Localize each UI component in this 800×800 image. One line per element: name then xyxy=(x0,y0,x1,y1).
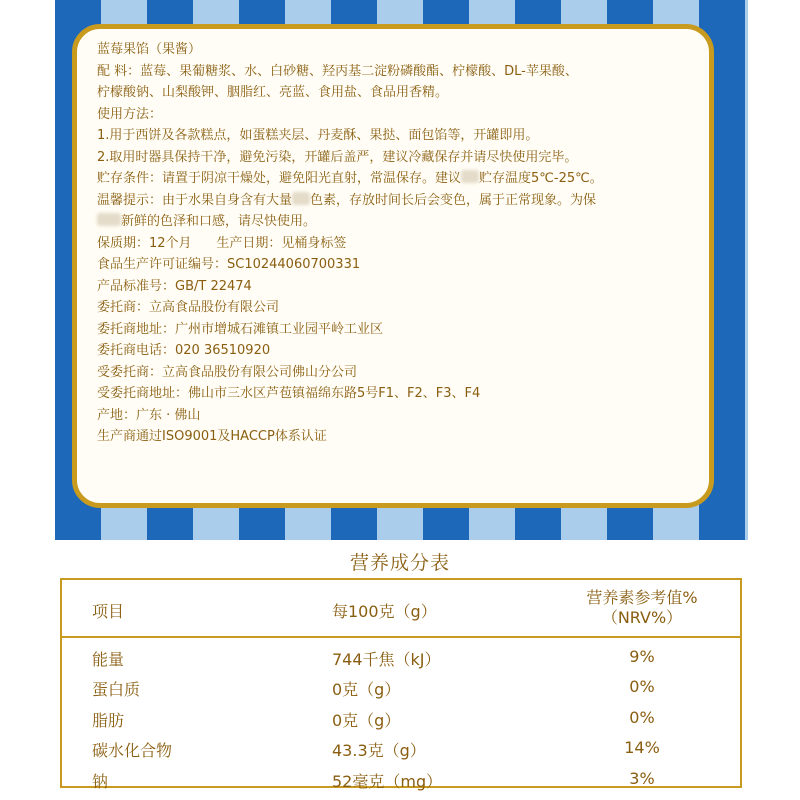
row-nrv: 14% xyxy=(624,738,660,758)
ingredients-line-2: 柠檬酸钠、山梨酸钾、胭脂红、亮蓝、食用盐、食品用香精。 xyxy=(97,85,449,100)
table-row xyxy=(62,733,740,763)
header-per100: 每100克（g） xyxy=(332,602,437,621)
row-item: 碳水化合物 xyxy=(92,741,173,761)
nutrition-header-row xyxy=(62,580,740,638)
entrusting-phone: 委托商电话：020 36510920 xyxy=(97,343,271,358)
row-item: 钠 xyxy=(92,771,109,791)
blurred-text xyxy=(97,213,121,226)
table-row xyxy=(62,703,740,733)
row-nrv: 9% xyxy=(629,647,655,666)
row-per100: 43.3克（g） xyxy=(332,741,426,761)
origin: 产地：广东 · 佛山 xyxy=(97,407,201,423)
entrusted-party: 受委托商：立高食品股份有限公司佛山分公司 xyxy=(97,364,358,380)
header-nrv-line-2: （NRV%） xyxy=(601,608,683,627)
certification: 生产商通过ISO9001及HACCP体系认证 xyxy=(97,429,327,444)
tip-text-b: 色素，存放时间长后会变色，属于正常现象。为保 xyxy=(310,192,597,208)
entrusting-party: 委托商：立高食品股份有限公司 xyxy=(97,300,280,315)
usage-heading: 使用方法： xyxy=(97,106,163,122)
tip-line-1 xyxy=(97,190,693,212)
usage-item-2: 2.取用时器具保持干净，避免污染，开罐后盖严，建议冷藏保存并请尽快使用完毕。 xyxy=(97,149,578,165)
storage-text-a: 贮存条件：请置于阴凉干燥处，避免阳光直射，常温保存。建议 xyxy=(97,171,462,186)
row-item: 蛋白质 xyxy=(92,680,141,700)
entrusting-address: 委托商地址：广州市增城石滩镇工业园平岭工业区 xyxy=(97,321,384,337)
header-nrv-line-1: 营养素参考值% xyxy=(586,588,698,607)
entrusted-address: 受委托商地址：佛山市三水区芦苞镇福绵东路5号F1、F2、F3、F4 xyxy=(97,386,481,401)
table-row xyxy=(62,672,740,702)
blurred-text xyxy=(461,170,479,183)
ingredients-line-1: 配 料：蓝莓、果葡糖浆、水、白砂糖、羟丙基二淀粉磷酸酯、柠檬酸、DL-苹果酸、 xyxy=(97,63,578,79)
row-nrv: 3% xyxy=(629,768,655,788)
blurred-text xyxy=(292,192,310,205)
row-item: 脂肪 xyxy=(92,710,125,730)
row-per100: 0克（g） xyxy=(332,710,401,730)
row-per100: 0克（g） xyxy=(332,680,401,700)
product-name: 蓝莓果馅（果酱） xyxy=(97,42,202,57)
row-per100: 744千焦（kJ） xyxy=(332,650,441,669)
label-card xyxy=(72,24,714,508)
row-item: 能量 xyxy=(92,650,125,669)
header-nrv xyxy=(562,588,722,628)
usage-item-1: 1.用于西饼及各款糕点，如蛋糕夹层、丹麦酥、果挞、面包馅等，开罐即用。 xyxy=(97,128,539,143)
storage-conditions xyxy=(97,168,693,190)
product-standard: 产品标准号：GB/T 22474 xyxy=(97,278,252,294)
tip-text-a: 温馨提示：由于水果自身含有大量 xyxy=(97,192,293,208)
row-per100: 52毫克（mg） xyxy=(332,771,443,791)
row-nrv: 0% xyxy=(629,677,655,697)
row-nrv: 0% xyxy=(629,707,655,727)
storage-text-b: 贮存温度5℃-25℃。 xyxy=(479,171,603,186)
table-row xyxy=(62,642,740,672)
header-item: 项目 xyxy=(92,602,125,621)
license-number: 食品生产许可证编号：SC10244060700331 xyxy=(97,257,361,272)
nutrition-table xyxy=(60,578,742,791)
tip-line-2 xyxy=(97,211,693,233)
nutrition-title: 营养成分表 xyxy=(349,552,450,574)
tip-text-c: 新鲜的色泽和口感，请尽快使用。 xyxy=(121,214,317,229)
shelf-life: 保质期：12个月 生产日期：见桶身标签 xyxy=(97,235,347,251)
table-row xyxy=(62,764,740,794)
